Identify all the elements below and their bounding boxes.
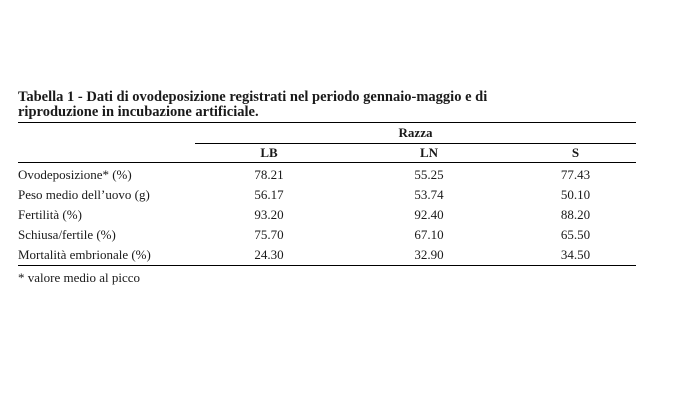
row-label: Peso medio dell’uovo (g): [18, 187, 150, 202]
cell-value: 88.20: [560, 207, 591, 222]
table-caption: [18, 90, 636, 120]
cell-value: 78.21: [254, 167, 284, 182]
row-label: Mortalità embrionale (%): [18, 245, 195, 266]
table-footnote: * valore medio al picco: [18, 270, 141, 285]
column-header-row: [18, 144, 636, 163]
group-header-row: [18, 123, 636, 144]
header-spacer: [18, 123, 195, 144]
cell-value: 56.17: [254, 187, 284, 202]
column-header-ln: LN: [343, 144, 515, 163]
table-row: [18, 163, 636, 186]
cell-value: 92.40: [414, 207, 444, 222]
cell-value: 32.90: [343, 245, 515, 266]
cell-value: 65.50: [560, 227, 591, 242]
cell-value: 93.20: [254, 207, 284, 222]
row-label: Fertilità (%): [18, 207, 82, 222]
column-header-s: S: [515, 144, 636, 163]
cell-value: 24.30: [195, 245, 343, 266]
group-header-razza: Razza: [195, 123, 636, 144]
caption-line-1: Tabella 1 - Dati di ovodeposizione registrati nel periodo gennaio-maggio e di: [18, 89, 488, 105]
row-label: Schiusa/fertile (%): [18, 227, 116, 242]
row-label: Ovodeposizione* (%): [18, 167, 132, 182]
table-row: [18, 205, 636, 225]
cell-value: 67.10: [414, 227, 444, 242]
column-header-lb: LB: [195, 144, 343, 163]
caption-line-2: riproduzione in incubazione artificiale.: [18, 104, 259, 120]
cell-value: 34.50: [515, 245, 636, 266]
data-table-block: [18, 90, 636, 286]
oviposition-table: [18, 122, 636, 266]
table-row: [18, 225, 636, 245]
cell-value: 53.74: [414, 187, 444, 202]
cell-value: 50.10: [560, 187, 591, 202]
cell-value: 77.43: [560, 167, 591, 182]
row-label-header: [18, 144, 195, 163]
cell-value: 75.70: [254, 227, 284, 242]
table-row: [18, 185, 636, 205]
cell-value: 55.25: [414, 167, 444, 182]
table-row: [18, 245, 636, 266]
